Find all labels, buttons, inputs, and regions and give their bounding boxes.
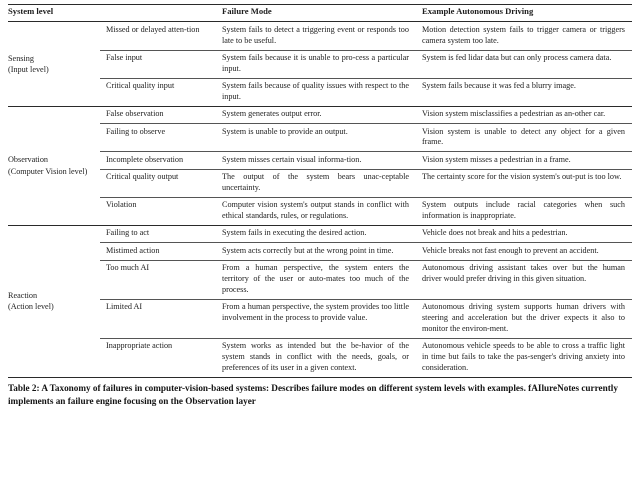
example-autonomous-driving-cell: Autonomous vehicle speeds to be able to cross a traffic light in time but fails to take the pas-senger's driving anxiety into consideration. [416,338,632,376]
table-row [8,50,632,78]
table-caption: Table 2: A Taxonomy of failures in computer-vision-based systems: Describes failure modes on different system levels with examples. fAIlureNotes currently implements an failure engine focusing on the Observation layer [8,382,618,406]
column-header-example: Example Autonomous Driving [416,5,632,22]
example-autonomous-driving-cell: The certainty score for the vision system's out-put is too low. [416,169,632,197]
table-row [8,124,632,152]
failure-mode-name-cell: Violation [100,197,216,225]
system-level-name: Sensing [8,53,34,63]
failure-mode-description-cell: System fails in executing the desired action. [216,225,416,242]
table-row [8,197,632,225]
table-row [8,243,632,260]
failure-taxonomy-table [8,4,632,377]
system-level-name: Observation [8,155,49,165]
system-level-sublabel: (Computer Vision level) [8,166,88,176]
example-autonomous-driving-cell: Vehicle does not break and hits a pedestrian. [416,225,632,242]
system-level-name: Reaction [8,290,38,300]
failure-mode-description-cell: System misses certain visual informa-tion. [216,152,416,169]
failure-mode-description-cell: System fails because it is unable to pro-cess a particular input. [216,50,416,78]
header-row [8,5,632,22]
failure-mode-description-cell: System acts correctly but at the wrong point in time. [216,243,416,260]
failure-mode-name-cell: False observation [100,106,216,123]
table-header [8,5,632,22]
failure-mode-name-cell: Limited AI [100,299,216,338]
system-level-cell [8,106,100,225]
failure-mode-name-cell: Incomplete observation [100,152,216,169]
table-row [8,169,632,197]
failure-mode-name-cell: Mistimed action [100,243,216,260]
example-autonomous-driving-cell: Autonomous driving assistant takes over but the human driver would prefer driving in this given situation. [416,260,632,299]
failure-mode-description-cell: System is unable to provide an output. [216,124,416,152]
example-autonomous-driving-cell: Vision system is unable to detect any object for a given frame. [416,124,632,152]
failure-mode-description-cell: System fails because of quality issues with respect to the input. [216,78,416,106]
table-row [8,152,632,169]
example-autonomous-driving-cell: Motion detection system fails to trigger camera or triggers camera system too late. [422,24,625,45]
failure-mode-name-cell: Critical quality input [100,78,216,106]
failure-mode-name-cell: Failing to observe [100,124,216,152]
example-autonomous-driving-cell: System fails because it was fed a blurry image. [416,78,632,106]
system-level-cell [8,22,100,106]
failure-mode-name-cell: Inappropriate action [100,338,216,376]
failure-mode-name-cell: False input [100,50,216,78]
failure-mode-description-cell: System fails to detect a triggering event or responds too late to be useful. [222,24,409,45]
table-bottom-rule [8,377,632,378]
failure-mode-name-cell: Failing to act [100,225,216,242]
failure-mode-name-cell: Missed or delayed atten-tion [106,24,200,34]
table-row [8,299,632,338]
system-level-sublabel: (Action level) [8,301,54,311]
failure-mode-description-cell: Computer vision system's output stands in conflict with ethical standards, rules, or regulations. [216,197,416,225]
column-header-failure-mode: Failure Mode [216,5,416,22]
system-level-cell [8,225,100,376]
example-autonomous-driving-cell: Vision system misses a pedestrian in a frame. [416,152,632,169]
failure-mode-description-cell: System works as intended but the be-havior of the system stands in conflict with the needs, goals, or preferences of its user in a given context. [216,338,416,376]
table-row [8,78,632,106]
failure-mode-description-cell: From a human perspective, the system enters the territory of the user or auto-mates too much of the process. [216,260,416,299]
table-row [8,225,632,242]
failure-mode-description-cell: The output of the system bears unac-ceptable uncertainty. [216,169,416,197]
failure-mode-description-cell: From a human perspective, the system provides too little involvement in the process to provide value. [216,299,416,338]
failure-mode-description-cell: System generates output error. [216,106,416,123]
example-autonomous-driving-cell: Vision system misclassifies a pedestrian as an-other car. [416,106,632,123]
example-autonomous-driving-cell: System is fed lidar data but can only process camera data. [416,50,632,78]
failure-mode-name-cell: Too much AI [100,260,216,299]
system-level-sublabel: (Input level) [8,64,49,74]
column-header-spacer [100,5,216,22]
table-row [8,338,632,376]
column-header-system-level: System level [8,5,100,22]
example-autonomous-driving-cell: System outputs include racial categories when such information is inappropriate. [416,197,632,225]
failure-mode-name-cell: Critical quality output [100,169,216,197]
example-autonomous-driving-cell: Autonomous driving system supports human drivers with steering and acceleration but the driver expects it also to monitor the environ-ment. [416,299,632,338]
table-row [8,106,632,123]
table-body [8,22,632,377]
example-autonomous-driving-cell: Vehicle breaks not fast enough to prevent an accident. [416,243,632,260]
table-row [8,260,632,299]
table-row [8,22,632,50]
